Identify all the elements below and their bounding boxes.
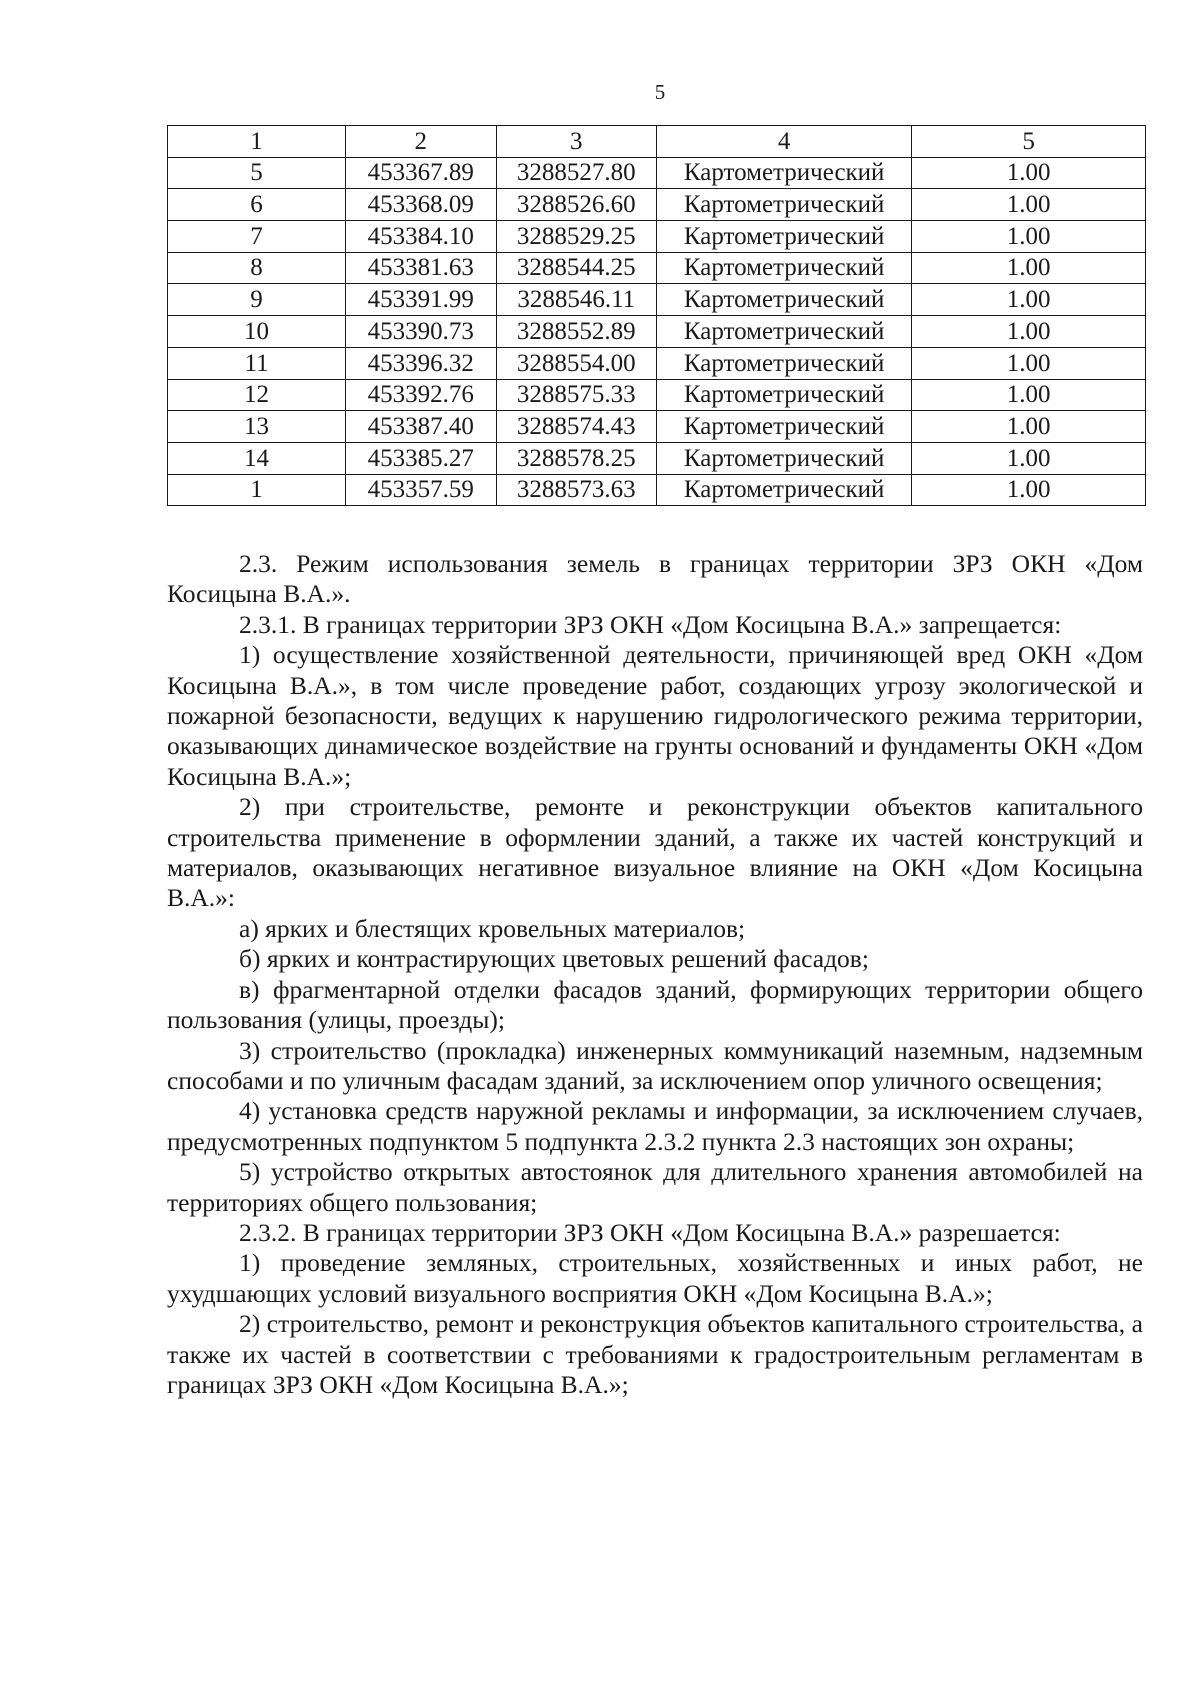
table-cell: 453357.59: [346, 474, 496, 506]
paragraph: 1) осуществление хозяйственной деятельности, причиняющей вред ОКН «Дом Косицына В.А.», в том числе проведение работ, создающих угрозу экологической и пожарной безопасности, ведущих к нарушению гидрологического режима территории, оказывающих динамическое воздействие на грунты оснований и фундаменты ОКН «Дом Косицына В.А.»;: [167, 640, 1143, 791]
table-cell: 6: [168, 189, 346, 221]
table-row: [168, 157, 1146, 189]
paragraph: 4) установка средств наружной рекламы и информации, за исключением случаев, предусмотренных подпунктом 5 подпункта 2.3.2 пункта 2.3 настоящих зон охраны;: [167, 1096, 1143, 1156]
table-cell: 10: [168, 316, 346, 348]
table-cell: 3288527.80: [496, 157, 656, 189]
table-cell: 3288573.63: [496, 474, 656, 506]
table-cell: Картометрический: [657, 347, 912, 379]
table-cell: 453387.40: [346, 411, 496, 443]
table-cell: 1.00: [912, 316, 1146, 348]
table-row: [168, 316, 1146, 348]
table-cell: 1.00: [912, 189, 1146, 221]
table-cell: 1: [168, 474, 346, 506]
table-cell: 1.00: [912, 157, 1146, 189]
table-cell: 453392.76: [346, 379, 496, 411]
header-cell: 3: [496, 126, 656, 158]
table-row: [168, 252, 1146, 284]
table-cell: Картометрический: [657, 442, 912, 474]
table-cell: Картометрический: [657, 474, 912, 506]
table-cell: 9: [168, 284, 346, 316]
table-cell: 1.00: [912, 411, 1146, 443]
table-header-row: [168, 126, 1146, 158]
table-cell: 453396.32: [346, 347, 496, 379]
table-cell: 453391.99: [346, 284, 496, 316]
table-cell: 1.00: [912, 379, 1146, 411]
table-cell: 3288578.25: [496, 442, 656, 474]
document-text: [167, 549, 1143, 1400]
table-cell: 3288575.33: [496, 379, 656, 411]
paragraph: 2.3.2. В границах территории ЗРЗ ОКН «Дом Косицына В.А.» разрешается:: [239, 1217, 1061, 1247]
table-cell: 453381.63: [346, 252, 496, 284]
table-cell: 1.00: [912, 221, 1146, 253]
coordinates-table-body: [168, 126, 1146, 506]
header-cell: 5: [912, 126, 1146, 158]
table-row: [168, 411, 1146, 443]
paragraph: 2) при строительстве, ремонте и реконструкции объектов капитального строительства применение в оформлении зданий, а также их частей конструкций и материалов, оказывающих негативное визуальное влияние на ОКН «Дом Косицына В.А.»:: [167, 792, 1143, 913]
table-cell: 14: [168, 442, 346, 474]
paragraph: б) ярких и контрастирующих цветовых решений фасадов;: [239, 944, 869, 974]
page-number: 5: [654, 80, 666, 104]
table-cell: 5: [168, 157, 346, 189]
table-row: [168, 379, 1146, 411]
table-cell: 3288574.43: [496, 411, 656, 443]
table-cell: 11: [168, 347, 346, 379]
table-cell: Картометрический: [657, 284, 912, 316]
table-cell: 453390.73: [346, 316, 496, 348]
table-cell: 3288546.11: [496, 284, 656, 316]
table-cell: Картометрический: [657, 189, 912, 221]
table-cell: 1.00: [912, 252, 1146, 284]
table-cell: 7: [168, 221, 346, 253]
table-cell: 3288554.00: [496, 347, 656, 379]
table-row: [168, 474, 1146, 506]
table-cell: 3288529.25: [496, 221, 656, 253]
paragraph: 2.3. Режим использования земель в границах территории ЗРЗ ОКН «Дом Косицына В.А.».: [167, 549, 1143, 609]
table-cell: 1.00: [912, 442, 1146, 474]
paragraph: а) ярких и блестящих кровельных материалов;: [239, 913, 746, 943]
table-row: [168, 189, 1146, 221]
table-cell: Картометрический: [657, 252, 912, 284]
paragraph: 3) строительство (прокладка) инженерных коммуникаций наземным, надземным способами и по уличным фасадам зданий, за исключением опор уличного освещения;: [167, 1035, 1143, 1095]
header-cell: 2: [346, 126, 496, 158]
table-cell: 453368.09: [346, 189, 496, 221]
table-cell: 453385.27: [346, 442, 496, 474]
table-cell: 453367.89: [346, 157, 496, 189]
table-cell: Картометрический: [657, 379, 912, 411]
paragraph: 2) строительство, ремонт и реконструкция объектов капитального строительства, а также их частей в соответствии с требованиями к градостроительным регламентам в границах ЗРЗ ОКН «Дом Косицына В.А.»;: [167, 1309, 1143, 1399]
table-cell: 1.00: [912, 284, 1146, 316]
table-cell: Картометрический: [657, 221, 912, 253]
table-cell: 12: [168, 379, 346, 411]
table-cell: Картометрический: [657, 411, 912, 443]
table-cell: 1.00: [912, 347, 1146, 379]
paragraph: 2.3.1. В границах территории ЗРЗ ОКН «Дом Косицына В.А.» запрещается:: [239, 609, 1062, 639]
paragraph: 1) проведение земляных, строительных, хозяйственных и иных работ, не ухудшающих условий визуального восприятия ОКН «Дом Косицына В.А.»;: [167, 1248, 1143, 1308]
table-cell: Картометрический: [657, 316, 912, 348]
table-cell: 3288526.60: [496, 189, 656, 221]
paragraph: в) фрагментарной отделки фасадов зданий, формирующих территории общего пользования (улицы, проезды);: [167, 974, 1143, 1035]
table-cell: Картометрический: [657, 157, 912, 189]
table-row: [168, 442, 1146, 474]
table-cell: 13: [168, 411, 346, 443]
table-cell: 3288552.89: [496, 316, 656, 348]
table-row: [168, 284, 1146, 316]
paragraph: 5) устройство открытых автостоянок для длительного хранения автомобилей на территориях общего пользования;: [167, 1157, 1143, 1217]
coordinates-table: [167, 125, 1146, 506]
table-row: [168, 221, 1146, 253]
table-cell: 1.00: [912, 474, 1146, 506]
table-cell: 453384.10: [346, 221, 496, 253]
header-cell: 1: [168, 126, 346, 158]
table-cell: 3288544.25: [496, 252, 656, 284]
header-cell: 4: [657, 126, 912, 158]
table-row: [168, 347, 1146, 379]
table-cell: 8: [168, 252, 346, 284]
